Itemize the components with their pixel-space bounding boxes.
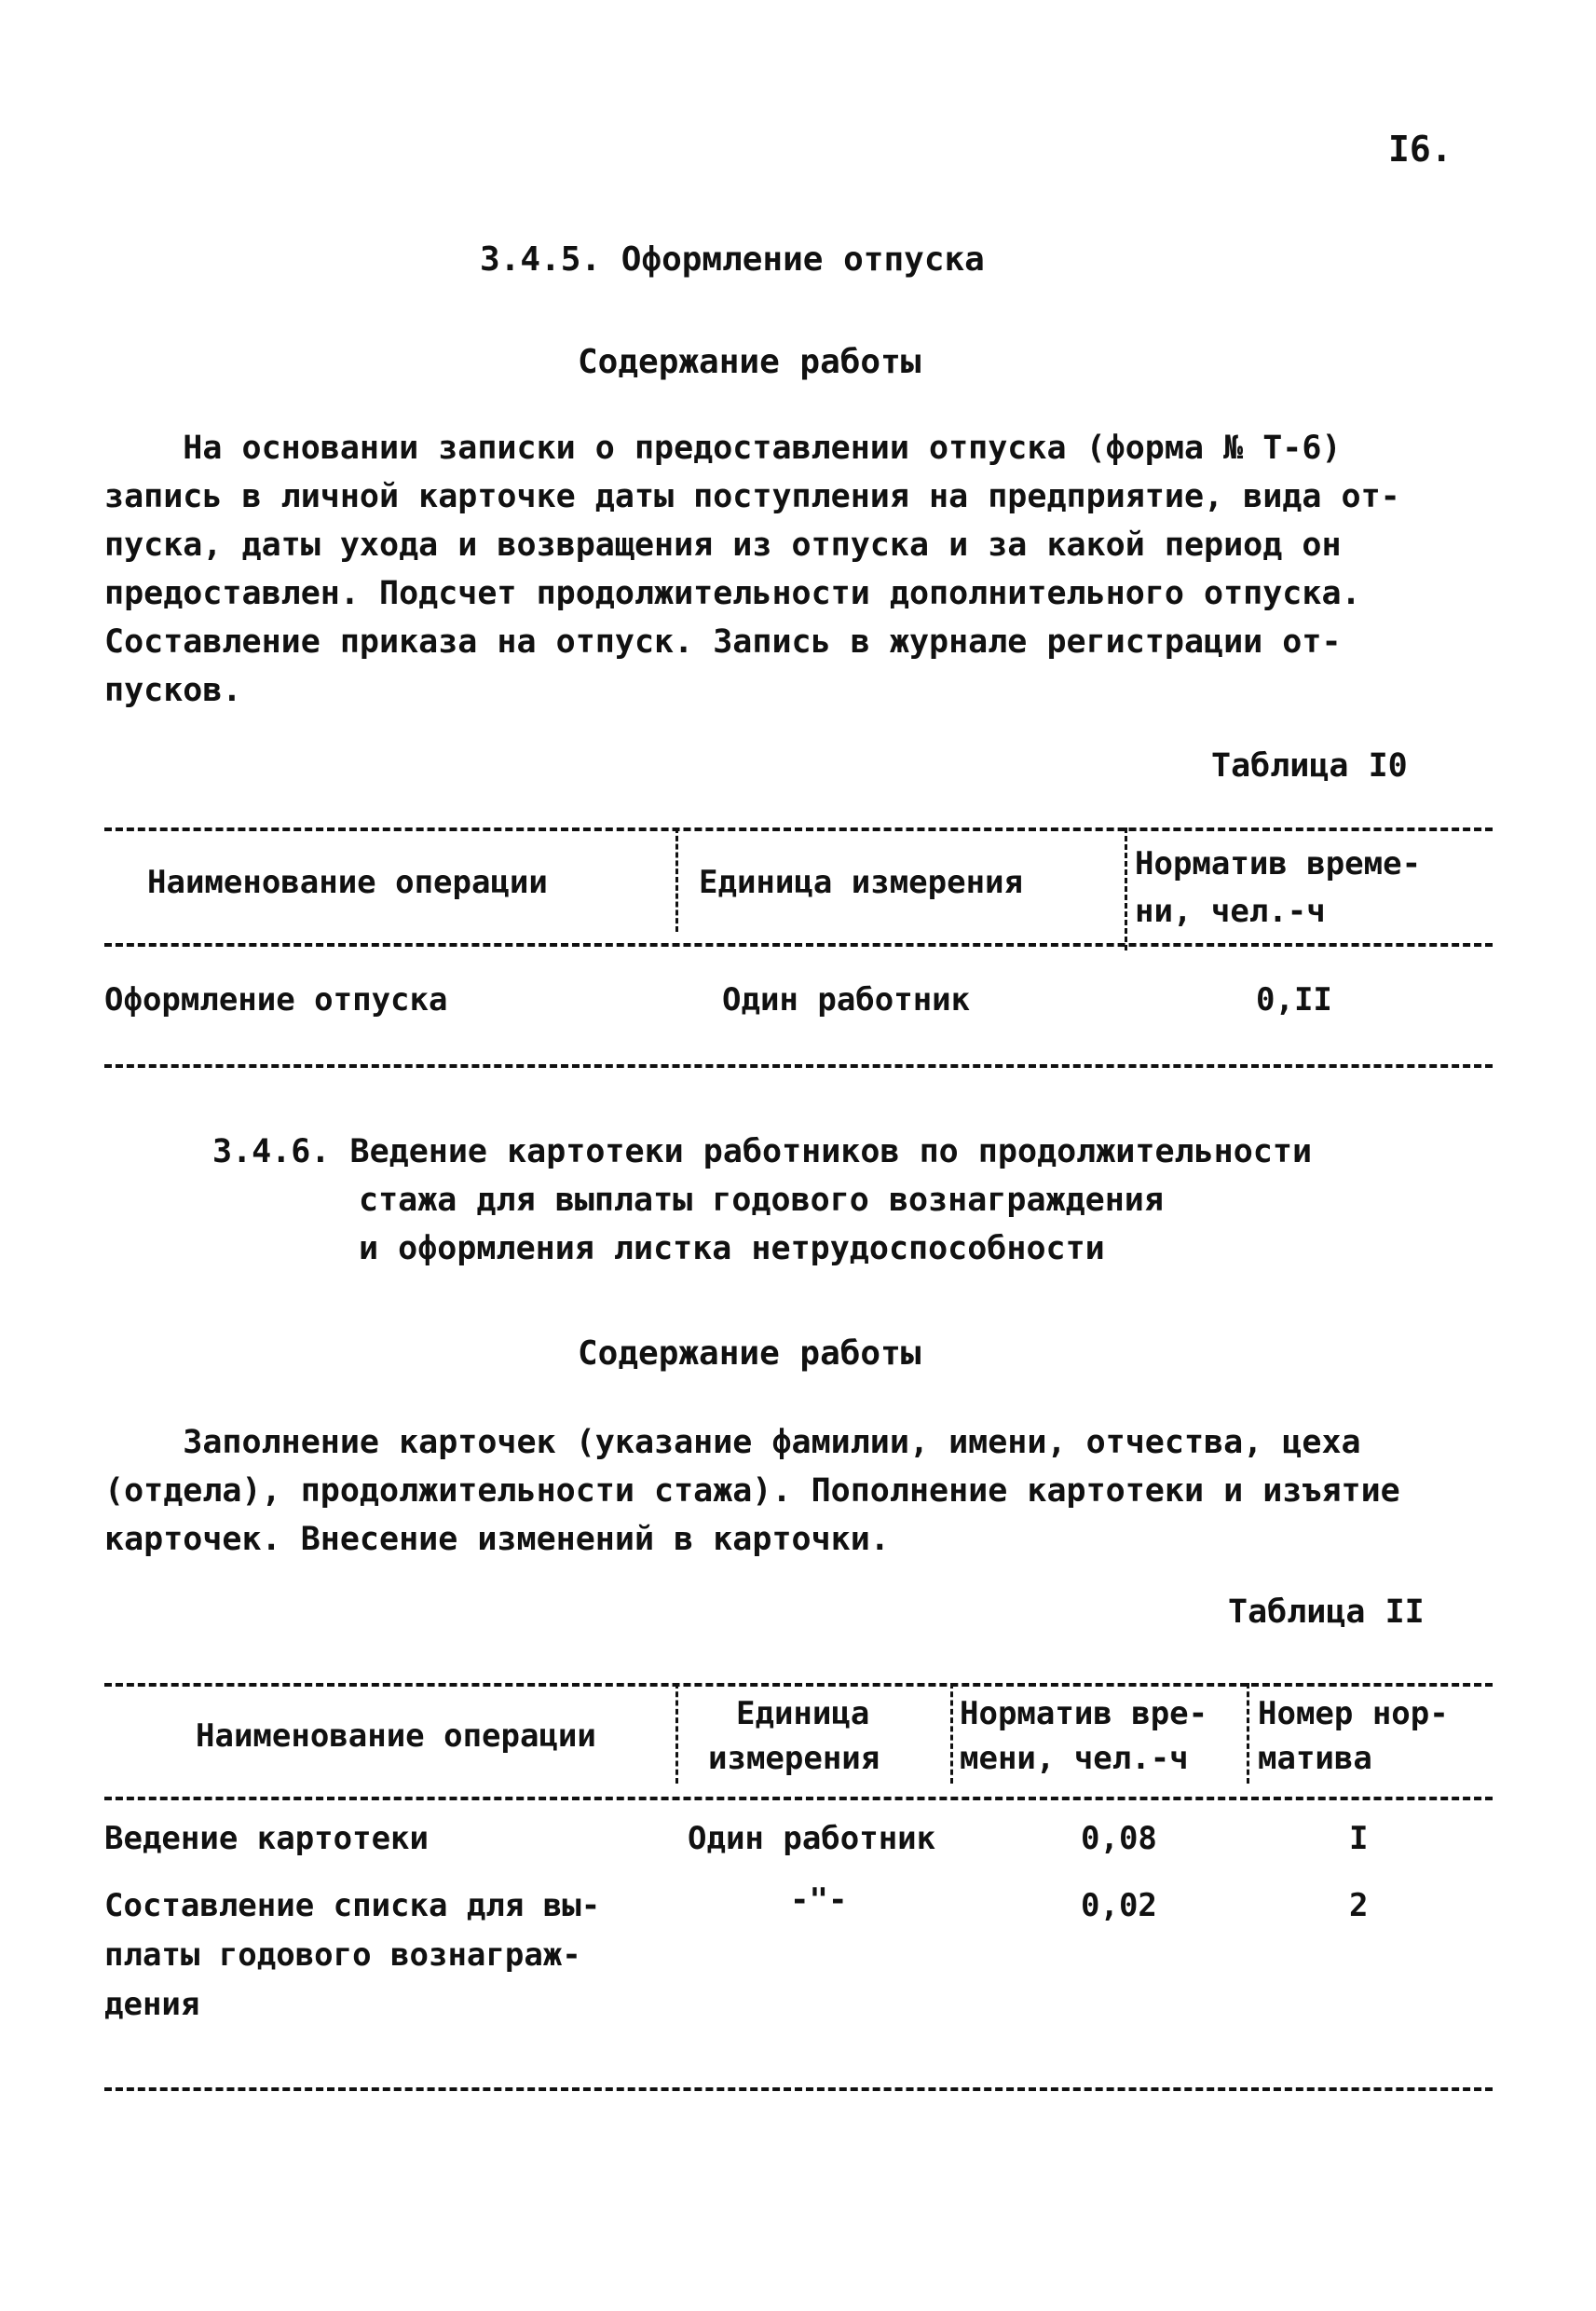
header-operation: Наименование операции [196,1717,596,1755]
paragraph-line: пуска, даты ухода и возвращения из отпуска и за какой период он [104,526,1342,564]
table-cell-operation: Составление списка для вы- [104,1887,601,1924]
section-subheading-content: Содержание работы [578,1334,921,1373]
table-rule [104,1683,1493,1687]
paragraph-line: (отдела), продолжительности стажа). Пополнение картотеки и изъятие [104,1472,1400,1510]
table-cell-number: I [1349,1820,1369,1857]
section2-paragraph [104,1418,1400,1564]
table-rule [104,2087,1493,2091]
heading-line: и оформления листка нетрудоспособности [359,1230,1105,1267]
paragraph-line: пусков. [104,672,242,709]
section1-paragraph [104,424,1400,715]
column-separator [675,1683,678,1784]
heading-line: стажа для выплаты годового вознаграждения [359,1182,1164,1219]
table-rule [104,943,1493,947]
table-rule [104,827,1493,831]
paragraph-line: На основании записки о предоставлении отпуска (форма № Т-6) [104,430,1342,467]
table-cell-number: 2 [1349,1887,1369,1924]
table-cell-norm: 0,02 [1081,1887,1157,1924]
section-heading-3-4-5: 3.4.5. Оформление отпуска [480,240,985,279]
table-cell-unit: Один работник [688,1820,936,1857]
table-cell-operation: дения [104,1986,200,2023]
page-number: I6. [1388,129,1453,170]
paragraph-line: запись в личной карточке даты поступления на предприятие, вида от- [104,478,1400,515]
table-cell-norm: 0,II [1256,981,1332,1019]
table-cell-unit: Один работник [722,981,971,1019]
paragraph-line: Составление приказа на отпуск. Запись в журнале регистрации от- [104,623,1342,661]
header-norm-line1: Норматив време- [1135,845,1422,882]
table-rule [104,1797,1493,1800]
section-subheading-content: Содержание работы [578,343,921,381]
table-cell-operation: платы годового вознаграж- [104,1936,581,1974]
header-number-line1: Номер нор- [1258,1695,1449,1732]
table-cell-norm: 0,08 [1081,1820,1157,1857]
header-unit-line1: Единица [736,1695,870,1732]
table-rule [104,1064,1493,1068]
header-number-line2: матива [1258,1740,1372,1777]
paragraph-line: Заполнение карточек (указание фамилии, имени, отчества, цеха [104,1424,1361,1461]
column-separator [1125,827,1127,950]
column-separator [675,827,678,932]
header-norm-line2: мени, чел.-ч [960,1740,1189,1777]
table-cell-operation: Оформление отпуска [104,981,448,1019]
header-unit-line2: измерения [708,1740,880,1777]
table-caption: Таблица I0 [1211,747,1408,785]
header-operation: Наименование операции [147,864,548,901]
column-separator [950,1683,953,1784]
column-separator [1247,1683,1249,1784]
header-norm-line2: ни, чел.-ч [1135,893,1326,930]
paragraph-line: карточек. Внесение изменений в карточки. [104,1521,890,1558]
paragraph-line: предоставлен. Подсчет продолжительности дополнительного отпуска. [104,575,1361,612]
table-cell-operation: Ведение картотеки [104,1820,429,1857]
section-heading-3-4-6 [212,1128,1312,1273]
heading-line: 3.4.6. Ведение картотеки работников по продолжительности [212,1133,1313,1170]
table-caption: Таблица II [1228,1593,1425,1631]
header-unit: Единица измерения [699,864,1023,901]
table-cell-unit: -"- [790,1881,848,1919]
header-norm-line1: Норматив вре- [960,1695,1208,1732]
